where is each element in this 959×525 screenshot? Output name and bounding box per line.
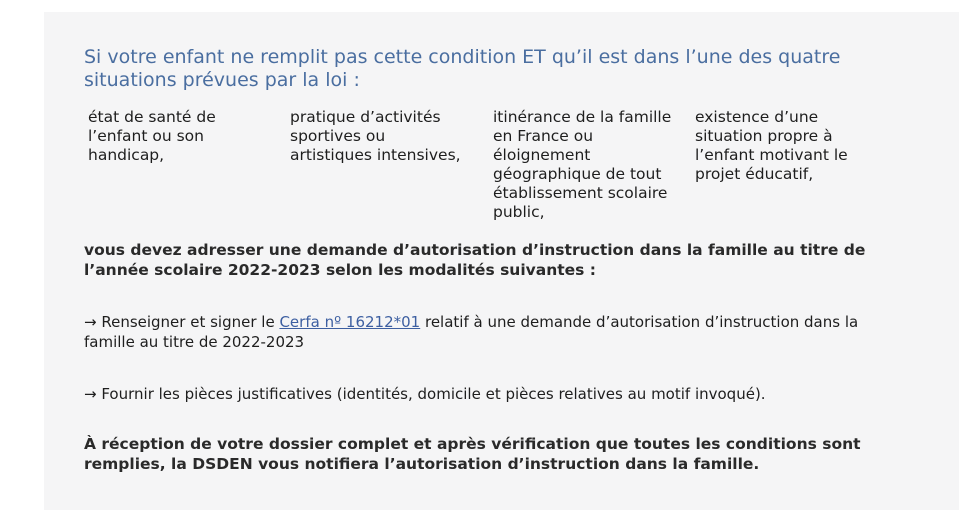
step-documents: → Fournir les pièces justificatives (identités, domicile et pièces relatives au motif invoqué). — [84, 385, 766, 403]
cerfa-link[interactable]: Cerfa nº 16212*01 — [279, 313, 421, 331]
condition-health: état de santé de l’enfant ou son handicap, — [88, 108, 216, 164]
section-heading: Si votre enfant ne remplit pas cette condition ET qu’il est dans l’une des quatre situations prévues par la loi : — [84, 46, 841, 91]
intro-paragraph: vous devez adresser une demande d’autorisation d’instruction dans la famille au titre de l’année scolaire 2022-2023 selon les modalités suivantes : — [84, 241, 866, 279]
condition-specific-situation: existence d’une situation propre à l’enfant motivant le projet éducatif, — [695, 108, 848, 183]
condition-sports-arts: pratique d’activités sportives ou artistiques intensives, — [290, 108, 461, 164]
info-panel — [44, 12, 959, 510]
step-cerfa — [84, 312, 884, 352]
condition-itinerancy: itinérance de la famille en France ou éloignement géographique de tout établissement scolaire public, — [493, 108, 672, 221]
step-cerfa-prefix: → Renseigner et signer le — [84, 313, 280, 331]
final-paragraph: À réception de votre dossier complet et après vérification que toutes les conditions sont remplies, la DSDEN vous notifiera l’autorisation d’instruction dans la famille. — [84, 435, 861, 473]
conditions-list — [88, 108, 908, 224]
step-cerfa-suffix: relatif à une demande d’autorisation d’instruction dans la famille au titre de 2022-2023 — [84, 313, 859, 351]
